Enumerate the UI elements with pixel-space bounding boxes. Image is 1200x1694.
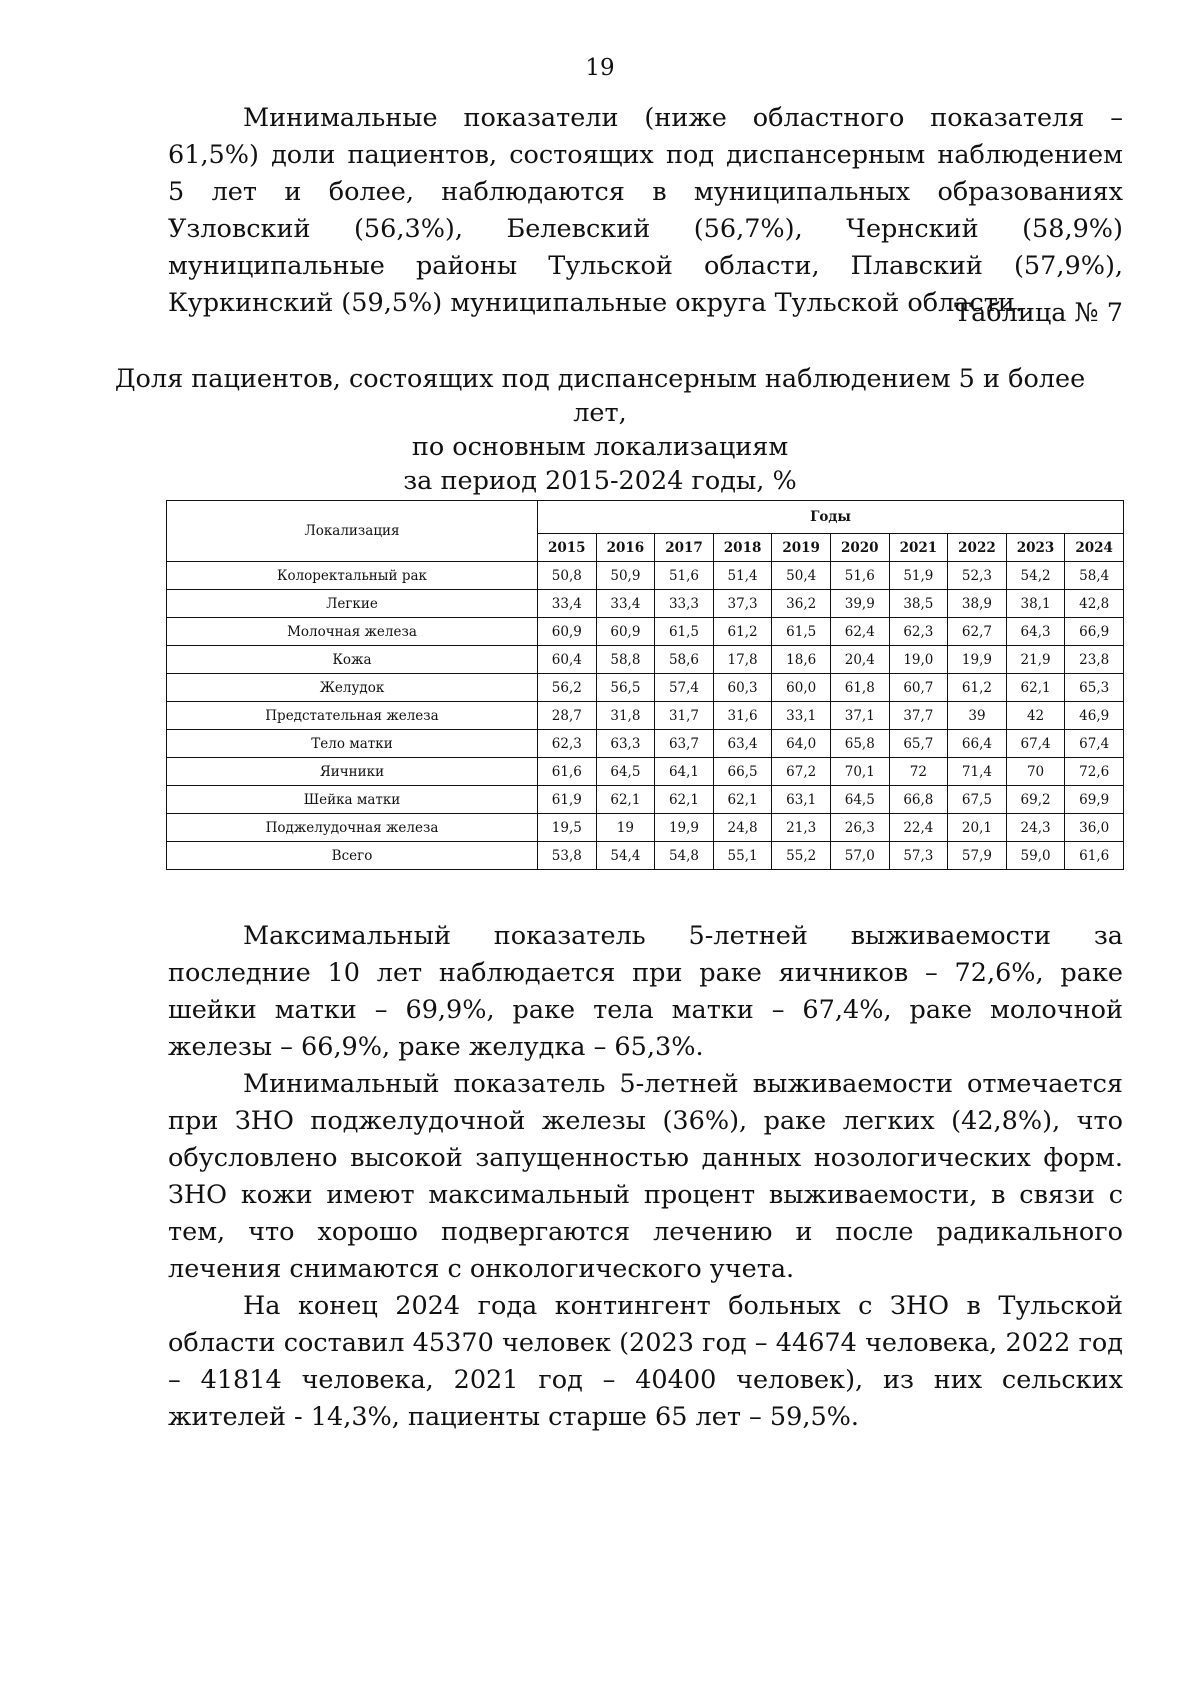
table-cell: 67,2: [772, 758, 831, 786]
table-title-line2: по основным локализациям: [411, 432, 789, 462]
table-cell: 66,4: [948, 730, 1007, 758]
table-cell: 50,9: [596, 562, 655, 590]
table-cell: 37,1: [830, 702, 889, 730]
table-cell: 28,7: [538, 702, 597, 730]
header-year-2019: 2019: [772, 534, 831, 562]
table-cell: 33,1: [772, 702, 831, 730]
table-cell: 19: [596, 814, 655, 842]
header-localization: Локализация: [167, 501, 538, 562]
table-cell: 60,7: [889, 674, 948, 702]
table-cell: 50,4: [772, 562, 831, 590]
table-cell: 54,8: [655, 842, 714, 870]
table-cell: 61,2: [713, 618, 772, 646]
table-row: [167, 646, 1124, 674]
table-row: [167, 702, 1124, 730]
table-cell: 63,3: [596, 730, 655, 758]
row-label: Шейка матки: [167, 786, 538, 814]
table-cell: 50,8: [538, 562, 597, 590]
intro-paragraph: Минимальные показатели (ниже областного показателя – 61,5%) доли пациентов, состоящих под диспансерным наблюдением 5 лет и более, наблюдаются в муниципальных образованиях Узловский (56,3%), Белевский (56,7%), Чернский (58,9%) муниципальные районы Тульской области, Плавский (57,9%), Куркинский (59,5%) муниципальные округа Тульской области.: [168, 103, 1123, 318]
page-number: 19: [585, 55, 615, 81]
table-cell: 66,5: [713, 758, 772, 786]
table-cell: 58,4: [1065, 562, 1124, 590]
table-cell: 66,8: [889, 786, 948, 814]
table-cell: 18,6: [772, 646, 831, 674]
table-cell: 56,5: [596, 674, 655, 702]
table-cell: 57,3: [889, 842, 948, 870]
table-cell: 57,9: [948, 842, 1007, 870]
table-row: [167, 814, 1124, 842]
table-cell: 37,3: [713, 590, 772, 618]
table-cell: 65,7: [889, 730, 948, 758]
header-year-2018: 2018: [713, 534, 772, 562]
table-header-row: [167, 501, 1124, 534]
table-cell: 54,4: [596, 842, 655, 870]
table-cell: 33,4: [596, 590, 655, 618]
table-row: [167, 730, 1124, 758]
table-cell: 70,1: [830, 758, 889, 786]
table-cell: 46,9: [1065, 702, 1124, 730]
table-cell: 21,9: [1006, 646, 1065, 674]
table-cell: 19,5: [538, 814, 597, 842]
survival-table: [166, 500, 1124, 870]
table-cell: 51,6: [830, 562, 889, 590]
row-label: Тело матки: [167, 730, 538, 758]
header-year-2017: 2017: [655, 534, 714, 562]
header-year-2020: 2020: [830, 534, 889, 562]
table-cell: 55,1: [713, 842, 772, 870]
header-year-2023: 2023: [1006, 534, 1065, 562]
table-row: [167, 562, 1124, 590]
table-cell: 57,0: [830, 842, 889, 870]
table-cell: 67,4: [1006, 730, 1065, 758]
table-cell: 31,6: [713, 702, 772, 730]
table-row: [167, 674, 1124, 702]
table-cell: 39,9: [830, 590, 889, 618]
row-label: Яичники: [167, 758, 538, 786]
table-cell: 53,8: [538, 842, 597, 870]
table-cell: 67,4: [1065, 730, 1124, 758]
table-cell: 60,9: [538, 618, 597, 646]
table-cell: 19,9: [655, 814, 714, 842]
paragraph-max-survival: Максимальный показатель 5-летней выживаемости за последние 10 лет наблюдается при раке яичников – 72,6%, раке шейки матки – 69,9%, раке тела матки – 67,4%, раке молочной железы – 66,9%, раке желудка – 65,3%.: [168, 921, 1123, 1062]
table-cell: 38,5: [889, 590, 948, 618]
table-row: [167, 786, 1124, 814]
header-year-2015: 2015: [538, 534, 597, 562]
table-cell: 24,3: [1006, 814, 1065, 842]
table-cell: 62,3: [538, 730, 597, 758]
table-cell: 37,7: [889, 702, 948, 730]
table-cell: 31,8: [596, 702, 655, 730]
table-cell: 72,6: [1065, 758, 1124, 786]
table-cell: 63,1: [772, 786, 831, 814]
table-cell: 23,8: [1065, 646, 1124, 674]
table-cell: 42: [1006, 702, 1065, 730]
table-cell: 60,0: [772, 674, 831, 702]
table-cell: 33,4: [538, 590, 597, 618]
header-year-2022: 2022: [948, 534, 1007, 562]
table-cell: 70: [1006, 758, 1065, 786]
table-row: [167, 842, 1124, 870]
row-label: Предстательная железа: [167, 702, 538, 730]
table-cell: 67,5: [948, 786, 1007, 814]
table-row: [167, 590, 1124, 618]
table-cell: 69,9: [1065, 786, 1124, 814]
table-cell: 64,0: [772, 730, 831, 758]
table-cell: 64,1: [655, 758, 714, 786]
table-cell: 22,4: [889, 814, 948, 842]
table-cell: 61,9: [538, 786, 597, 814]
table-cell: 69,2: [1006, 786, 1065, 814]
table-cell: 21,3: [772, 814, 831, 842]
table-cell: 36,2: [772, 590, 831, 618]
header-year-2016: 2016: [596, 534, 655, 562]
table-label: Таблица № 7: [954, 298, 1123, 328]
table-cell: 57,4: [655, 674, 714, 702]
header-years: Годы: [538, 501, 1124, 534]
row-label: Поджелудочная железа: [167, 814, 538, 842]
table-cell: 56,2: [538, 674, 597, 702]
table-cell: 20,4: [830, 646, 889, 674]
table-cell: 19,0: [889, 646, 948, 674]
table-cell: 24,8: [713, 814, 772, 842]
table-title: [110, 362, 1090, 498]
table-cell: 19,9: [948, 646, 1007, 674]
table-cell: 62,7: [948, 618, 1007, 646]
row-label: Кожа: [167, 646, 538, 674]
data-table-wrapper: [166, 500, 1124, 870]
table-cell: 51,9: [889, 562, 948, 590]
table-title-line1: Доля пациентов, состоящих под диспансерным наблюдением 5 и более лет,: [114, 364, 1086, 428]
table-cell: 61,5: [655, 618, 714, 646]
row-label: Всего: [167, 842, 538, 870]
table-cell: 63,7: [655, 730, 714, 758]
table-cell: 64,5: [596, 758, 655, 786]
table-cell: 62,1: [596, 786, 655, 814]
table-cell: 61,6: [1065, 842, 1124, 870]
table-cell: 17,8: [713, 646, 772, 674]
table-cell: 20,1: [948, 814, 1007, 842]
row-label: Желудок: [167, 674, 538, 702]
table-cell: 38,1: [1006, 590, 1065, 618]
table-cell: 60,4: [538, 646, 597, 674]
table-cell: 64,5: [830, 786, 889, 814]
table-cell: 60,9: [596, 618, 655, 646]
table-cell: 60,3: [713, 674, 772, 702]
table-cell: 62,3: [889, 618, 948, 646]
table-body: [167, 562, 1124, 870]
table-cell: 65,3: [1065, 674, 1124, 702]
table-cell: 61,8: [830, 674, 889, 702]
conclusion-paragraphs: [168, 918, 1123, 1436]
table-cell: 51,6: [655, 562, 714, 590]
table-cell: 42,8: [1065, 590, 1124, 618]
table-cell: 62,1: [713, 786, 772, 814]
paragraph-min-survival: Минимальный показатель 5-летней выживаемости отмечается при ЗНО поджелудочной железы (36%), раке легких (42,8%), что обусловлено высокой запущенностью данных нозологических форм. ЗНО кожи имеют максимальный процент выживаемости, в связи с тем, что хорошо подвергаются лечению и после радикального лечения снимаются с онкологического учета.: [168, 1069, 1123, 1284]
table-row: [167, 618, 1124, 646]
header-year-2024: 2024: [1065, 534, 1124, 562]
table-cell: 61,5: [772, 618, 831, 646]
table-cell: 61,2: [948, 674, 1007, 702]
table-cell: 61,6: [538, 758, 597, 786]
table-cell: 51,4: [713, 562, 772, 590]
row-label: Молочная железа: [167, 618, 538, 646]
table-cell: 58,6: [655, 646, 714, 674]
table-row: [167, 758, 1124, 786]
table-cell: 38,9: [948, 590, 1007, 618]
table-cell: 54,2: [1006, 562, 1065, 590]
table-cell: 72: [889, 758, 948, 786]
table-cell: 62,1: [655, 786, 714, 814]
paragraph-contingent: На конец 2024 года контингент больных с ЗНО в Тульской области составил 45370 человек (2023 год – 44674 человека, 2022 год – 41814 человека, 2021 год – 40400 человек), из них сельских жителей - 14,3%, пациенты старше 65 лет – 59,5%.: [168, 1291, 1123, 1432]
header-year-2021: 2021: [889, 534, 948, 562]
table-title-line3: за период 2015-2024 годы, %: [403, 466, 797, 496]
table-cell: 64,3: [1006, 618, 1065, 646]
table-cell: 36,0: [1065, 814, 1124, 842]
table-cell: 52,3: [948, 562, 1007, 590]
row-label: Колоректальный рак: [167, 562, 538, 590]
table-cell: 63,4: [713, 730, 772, 758]
table-cell: 59,0: [1006, 842, 1065, 870]
table-cell: 71,4: [948, 758, 1007, 786]
table-cell: 62,4: [830, 618, 889, 646]
table-cell: 66,9: [1065, 618, 1124, 646]
table-cell: 58,8: [596, 646, 655, 674]
row-label: Легкие: [167, 590, 538, 618]
table-cell: 31,7: [655, 702, 714, 730]
table-cell: 65,8: [830, 730, 889, 758]
table-cell: 55,2: [772, 842, 831, 870]
table-cell: 62,1: [1006, 674, 1065, 702]
table-cell: 39: [948, 702, 1007, 730]
table-cell: 33,3: [655, 590, 714, 618]
intro-paragraph-block: [168, 100, 1123, 322]
table-cell: 26,3: [830, 814, 889, 842]
